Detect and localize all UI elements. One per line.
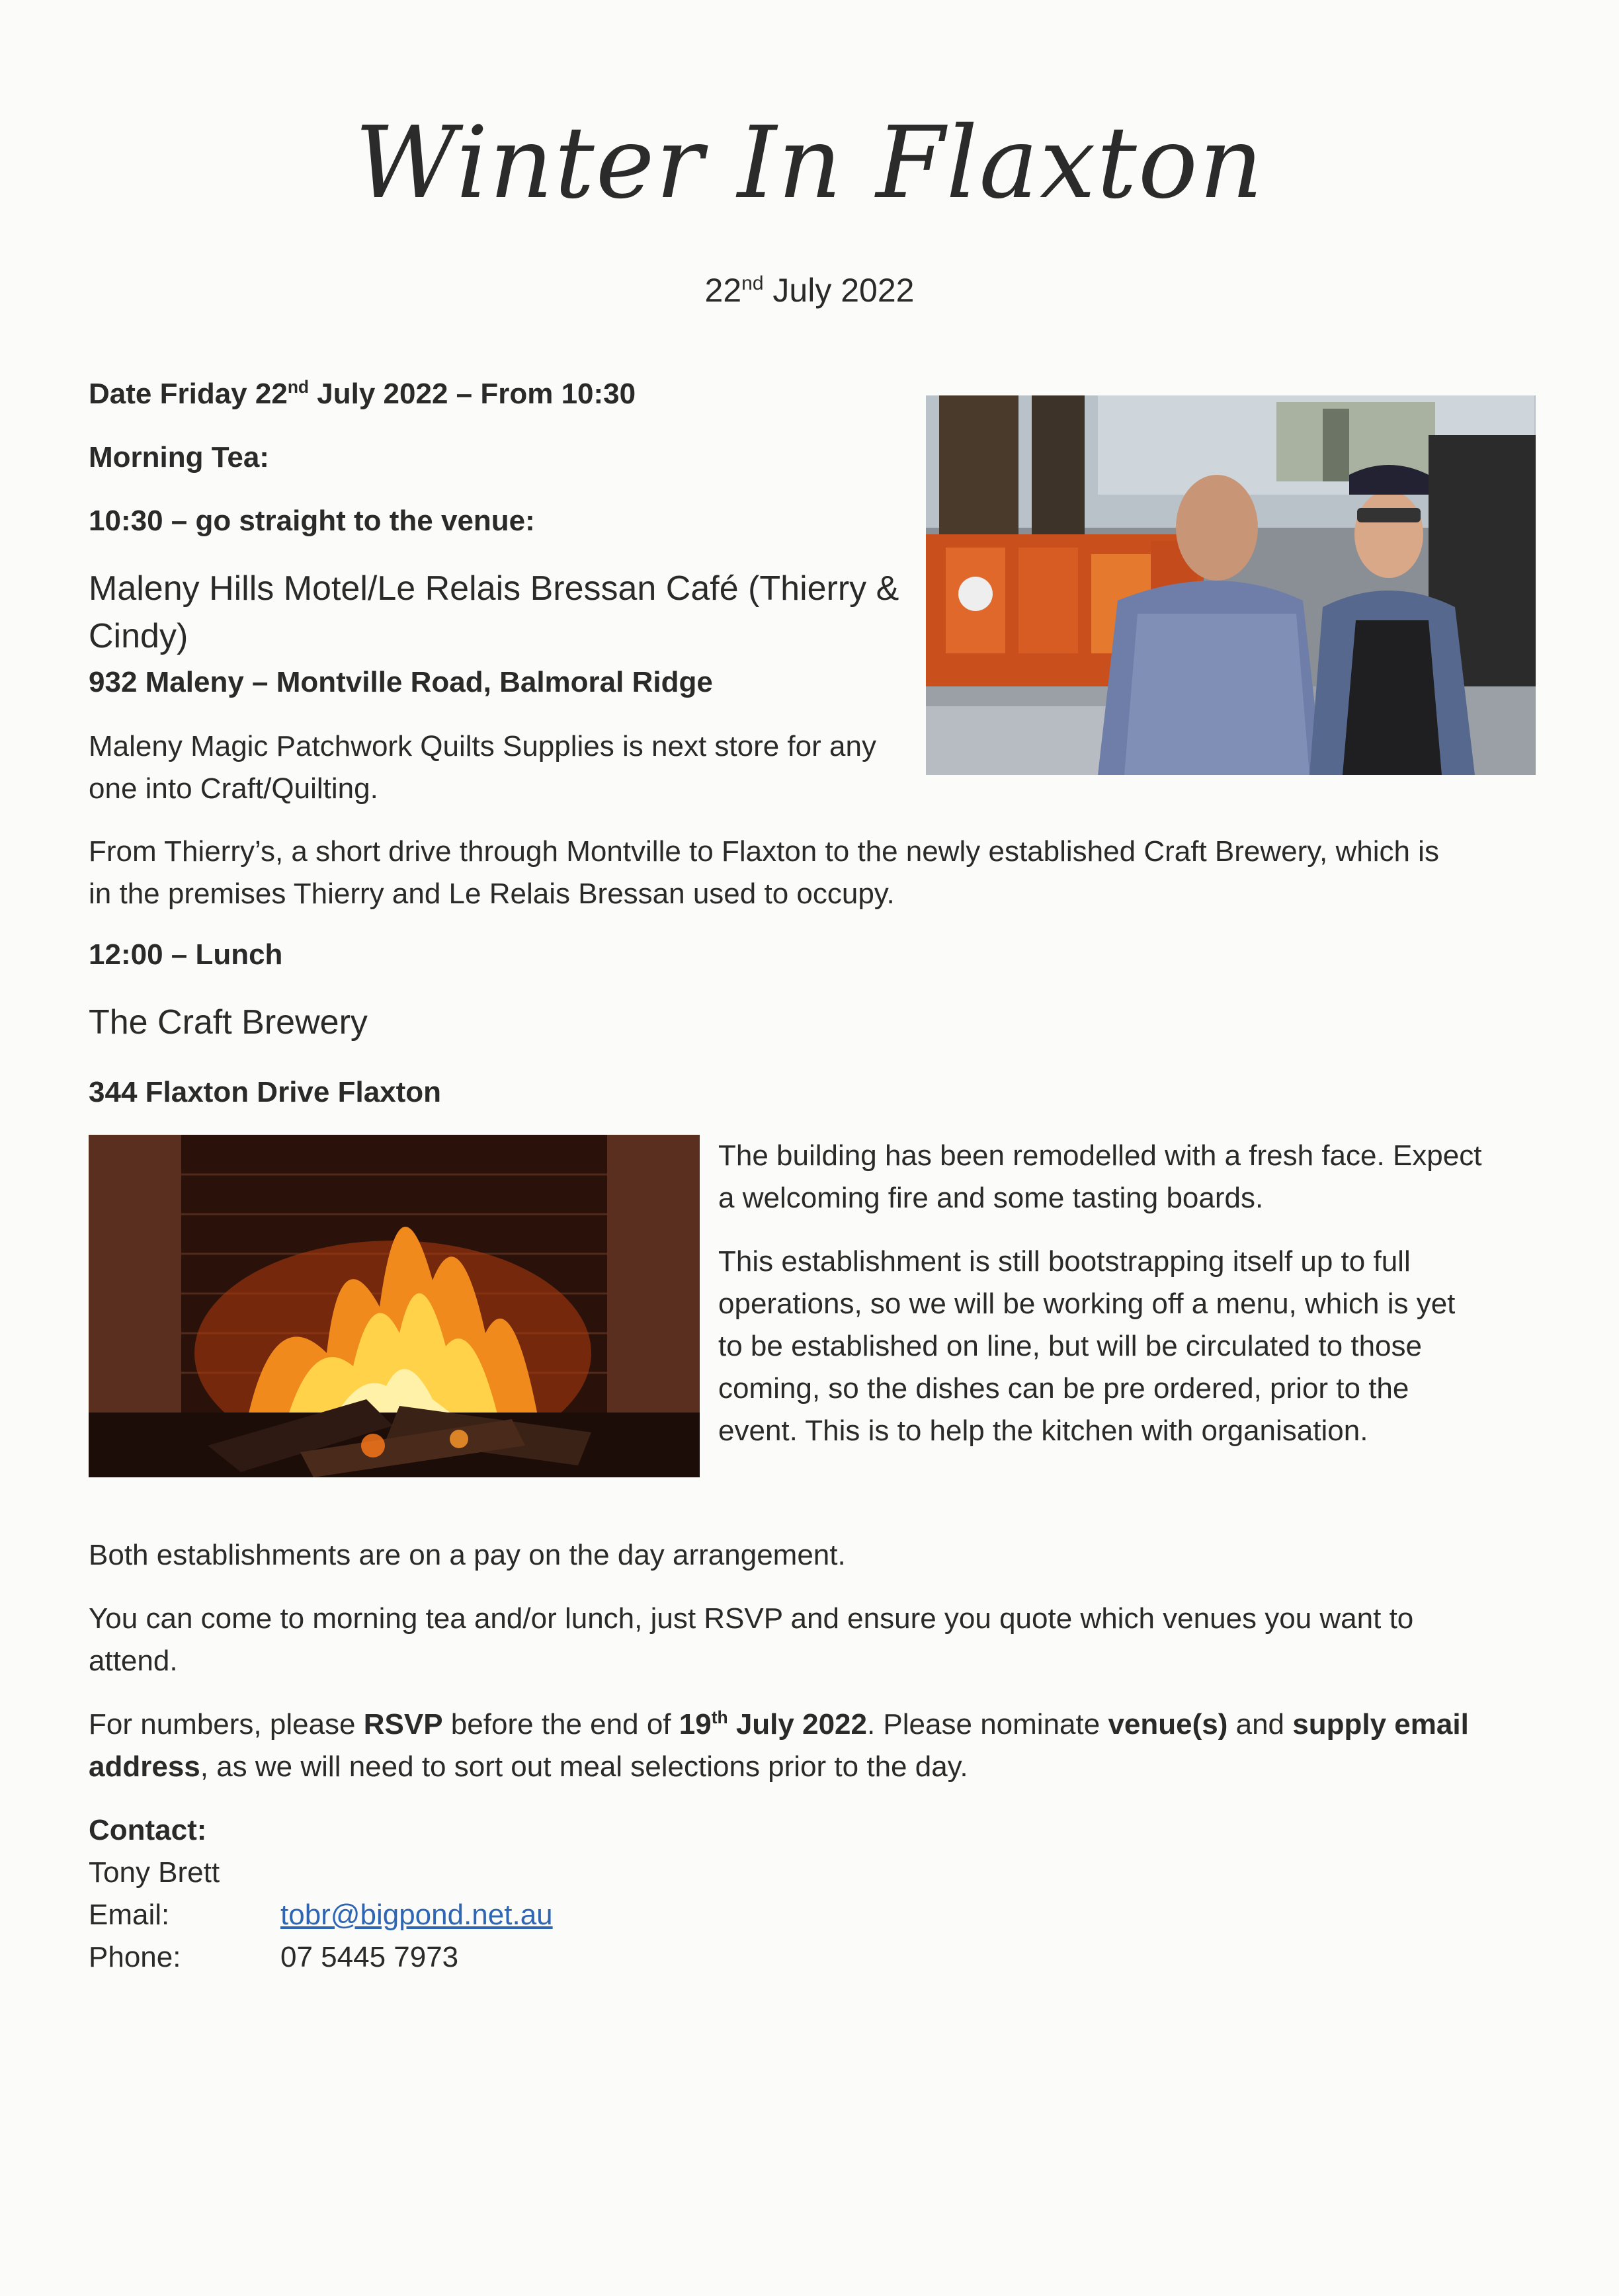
numbers-f: . Please nominate [866, 1708, 1108, 1741]
page-title: Winter In Flaxton [354, 106, 1265, 221]
header-date [0, 271, 1619, 309]
header-date-suffix: nd [741, 272, 764, 294]
drive-l1: From Thierry’s, a short drive through Montville to Flaxton to the newly established Craft Brewery, which is [89, 835, 1439, 868]
numbers-deadline-rest: July 2022 [727, 1708, 867, 1741]
contact-name: Tony Brett [89, 1856, 220, 1889]
contact-heading: Contact: [89, 1814, 207, 1846]
rsvp-l1: You can come to morning tea and/or lunch, just RSVP and ensure you quote which venues you want to [89, 1602, 1414, 1635]
header-date-rest: July 2022 [763, 272, 915, 309]
brewery-desc-1-l1: The building has been remodelled with a fresh face. Expect [718, 1139, 1482, 1172]
brewery-desc-2 [718, 1241, 1455, 1452]
cafe-owners-photo [926, 395, 1536, 775]
numbers-deadline-day: 19 [679, 1708, 712, 1741]
numbers-venues: venue(s) [1108, 1708, 1228, 1741]
venue1-address: 932 Maleny – Montville Road, Balmoral Ridge [89, 666, 713, 698]
rsvp-l2: attend. [89, 1645, 178, 1677]
venue2-name: The Craft Brewery [89, 1003, 368, 1042]
phone-number: 07 5445 7973 [280, 1941, 459, 1973]
brewery-desc-2-l5: event. This is to help the kitchen with organisation. [718, 1414, 1368, 1447]
brewery-desc-2-l3: to be established on line, but will be circulated to those [718, 1330, 1422, 1362]
numbers-supply-email: supply email [1292, 1708, 1469, 1741]
brewery-desc-1 [718, 1135, 1481, 1219]
numbers-c: before the end of [442, 1708, 679, 1741]
venue1-name [89, 565, 899, 660]
numbers-deadline-suffix: th [711, 1707, 728, 1728]
brewery-desc-2-l4: coming, so the dishes can be pre ordered, prior to the [718, 1372, 1409, 1405]
numbers-h: and [1227, 1708, 1293, 1741]
header-date-day: 22 [704, 272, 742, 309]
numbers-rsvp: RSVP [363, 1708, 443, 1741]
numbers-note [89, 1703, 1469, 1788]
event-date-rest: July 2022 – From 10:30 [309, 378, 636, 410]
venue2-address: 344 Flaxton Drive Flaxton [89, 1076, 442, 1108]
fireplace-photo [89, 1135, 700, 1477]
brewery-desc-1-l2: a welcoming fire and some tasting boards. [718, 1182, 1264, 1214]
email-label: Email: [89, 1899, 170, 1931]
patchwork-l2: one into Craft/Quilting. [89, 772, 378, 805]
numbers-address: address [89, 1750, 200, 1783]
email-link[interactable]: tobr@bigpond.net.au [280, 1899, 553, 1931]
event-date-prefix: Date Friday 22 [89, 378, 288, 410]
phone-label: Phone: [89, 1941, 181, 1973]
morning-time-line: 10:30 – go straight to the venue: [89, 505, 535, 537]
event-date-suffix: nd [287, 377, 310, 397]
morning-tea-heading: Morning Tea: [89, 441, 269, 473]
brewery-desc-2-l1: This establishment is still bootstrapping itself up to full [718, 1245, 1411, 1278]
numbers-a: For numbers, please [89, 1708, 364, 1741]
payment-note: Both establishments are on a pay on the day arrangement. [89, 1539, 846, 1571]
patchwork-note [89, 725, 876, 810]
lunch-time-line: 12:00 – Lunch [89, 938, 283, 971]
drive-l2: in the premises Thierry and Le Relais Bressan used to occupy. [89, 878, 895, 910]
brewery-desc-2-l2: operations, so we will be working off a menu, which is yet [718, 1288, 1456, 1320]
rsvp-note [89, 1598, 1413, 1682]
numbers-tail: , as we will need to sort out meal selections prior to the day. [200, 1750, 968, 1783]
numbers-deadline [679, 1708, 867, 1741]
patchwork-l1: Maleny Magic Patchwork Quilts Supplies is next store for any [89, 730, 876, 762]
event-date-line [89, 373, 636, 415]
venue1-name-l2: Cindy) [89, 617, 188, 655]
drive-note [89, 831, 1439, 915]
venue1-name-l1: Maleny Hills Motel/Le Relais Bressan Café (Thierry & [89, 569, 899, 608]
